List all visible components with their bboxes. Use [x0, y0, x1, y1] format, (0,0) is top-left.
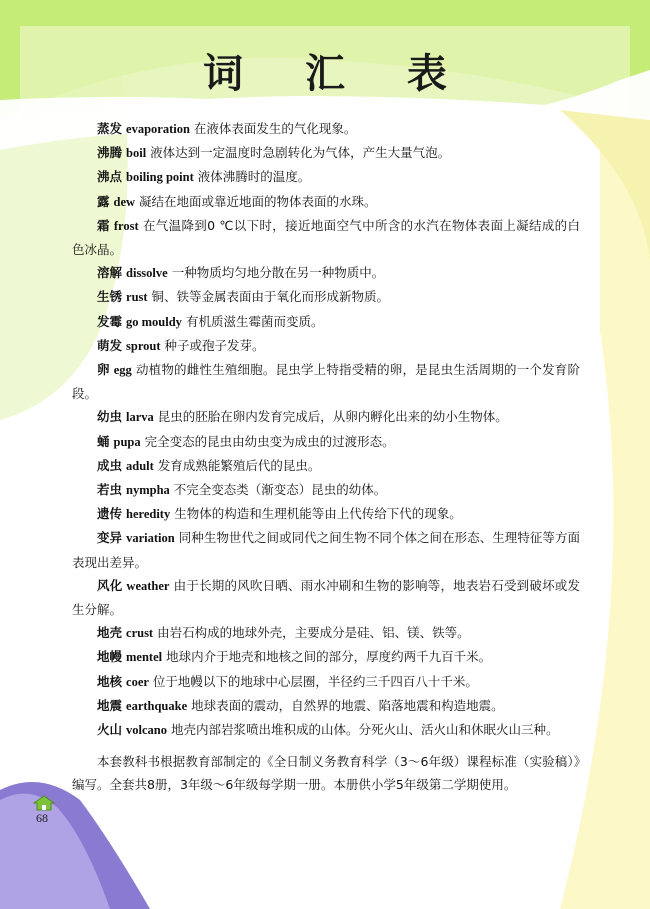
- term-english: crust: [126, 626, 154, 641]
- term-chinese: 地核: [97, 673, 123, 689]
- glossary-entry: [72, 478, 580, 502]
- term-chinese: 地震: [97, 697, 123, 713]
- term-definition: 昆虫的胚胎在卵内发育完成后，从卵内孵化出来的幼小生物体。: [157, 409, 508, 425]
- glossary-entry: [72, 334, 580, 358]
- glossary-entry: [72, 358, 580, 405]
- term-chinese: 地壳: [97, 625, 123, 641]
- glossary-entry: [72, 285, 580, 309]
- term-english: weather: [126, 578, 170, 593]
- term-english: volcano: [126, 723, 167, 738]
- term-english: dew: [113, 194, 136, 209]
- term-chinese: 遗传: [97, 506, 123, 522]
- home-icon: [33, 795, 55, 811]
- page-number: 68: [36, 811, 48, 825]
- term-chinese: 萌发: [97, 337, 123, 353]
- term-chinese: 成虫: [97, 457, 123, 473]
- glossary-entry: [72, 621, 580, 645]
- term-definition: 在液体表面发生的气化现象。: [193, 121, 357, 136]
- glossary-entry: [72, 310, 580, 334]
- term-definition: 位于地幔以下的地球中心层圈，半径约三千四百八十千米。: [152, 673, 478, 689]
- glossary-entry: [72, 430, 580, 454]
- term-definition: 一种物质均匀地分散在另一种物质中。: [171, 265, 385, 281]
- term-chinese: 沸点: [97, 169, 123, 185]
- term-definition: 不完全变态类（渐变态）昆虫的幼体。: [173, 482, 387, 498]
- term-chinese: 蛹: [97, 433, 110, 449]
- term-english: frost: [113, 218, 139, 233]
- textbook-note: 本套教科书根据教育部制定的《全日制义务教育科学（3～6年级）课程标准（实验稿）》编写。全套共8册，3年级～6年级每学期一册。本册供小学5年级第二学期使用。: [72, 754, 580, 793]
- term-definition: 由于长期的风吹日晒、雨水冲刷和生物的影响等，地表岩石受到破坏或发生分解。: [72, 577, 580, 618]
- term-english: adult: [126, 458, 154, 473]
- term-english: dissolve: [126, 266, 168, 281]
- glossary-entry: [72, 718, 580, 742]
- term-english: pupa: [113, 434, 141, 449]
- glossary-entry: [72, 117, 580, 141]
- term-chinese: 沸腾: [97, 145, 123, 161]
- term-definition: 种子或孢子发芽。: [164, 337, 265, 353]
- term-chinese: 卵: [97, 362, 110, 378]
- term-definition: 在气温降到0 ℃以下时，接近地面空气中所含的水汽在物体表面上凝结成的白色冰晶。: [72, 217, 580, 258]
- term-english: mentel: [126, 650, 163, 665]
- glossary-entry: [72, 454, 580, 478]
- glossary-entry: [72, 165, 580, 189]
- glossary-entry: [72, 502, 580, 526]
- term-english: earthquake: [126, 698, 188, 713]
- glossary-entry: [72, 405, 580, 429]
- term-definition: 由岩石构成的地球外壳，主要成分是硅、铝、镁、铁等。: [157, 625, 470, 641]
- glossary-entry: [72, 645, 580, 669]
- term-definition: 动植物的雌性生殖细胞。昆虫学上特指受精的卵，是昆虫生活周期的一个发育阶段。: [72, 362, 580, 402]
- glossary-entry: [72, 574, 580, 621]
- term-chinese: 霜: [97, 217, 110, 233]
- term-chinese: 风化: [97, 577, 123, 593]
- term-english: rust: [126, 290, 148, 305]
- term-english: boil: [126, 146, 147, 161]
- term-definition: 铜、铁等金属表面由于氧化而形成新物质。: [151, 289, 390, 305]
- term-english: variation: [126, 531, 175, 546]
- term-chinese: 溶解: [97, 265, 123, 281]
- term-definition: 完全变态的昆虫由幼虫变为成虫的过渡形态。: [144, 433, 395, 449]
- glossary-entry: [72, 141, 580, 165]
- term-chinese: 发霉: [97, 313, 123, 329]
- glossary-entry: [72, 526, 580, 573]
- glossary-entry: [72, 214, 580, 261]
- term-chinese: 若虫: [97, 482, 123, 498]
- term-definition: 有机质滋生霉菌而变质。: [185, 313, 324, 329]
- term-chinese: 幼虫: [97, 409, 123, 425]
- term-english: egg: [113, 363, 132, 378]
- term-definition: 同种生物世代之间或同代之间生物不同个体之间在形态、生理特征等方面表现出差异。: [72, 530, 580, 570]
- term-definition: 液体达到一定温度时急剧转化为气体，产生大量气泡。: [150, 145, 451, 161]
- term-definition: 地球表面的震动，自然界的地震、陷落地震和构造地震。: [191, 697, 504, 713]
- term-english: larva: [126, 410, 154, 425]
- term-english: heredity: [126, 507, 171, 522]
- term-english: go mouldy: [126, 314, 182, 329]
- term-english: sprout: [126, 338, 161, 353]
- term-definition: 地壳内部岩浆喷出堆积成的山体。分死火山、活火山和休眠火山三种。: [171, 722, 559, 738]
- glossary-list: [72, 117, 580, 797]
- term-definition: 生物体的构造和生理机能等由上代传给下代的现象。: [174, 506, 462, 522]
- term-chinese: 生锈: [97, 289, 123, 305]
- term-english: nympha: [126, 483, 170, 498]
- glossary-entry: [72, 694, 580, 718]
- glossary-entry: [72, 190, 580, 214]
- term-definition: 发育成熟能繁殖后代的昆虫。: [157, 457, 321, 473]
- page-title: 词 汇 表: [203, 51, 471, 97]
- term-chinese: 地幔: [97, 649, 123, 665]
- glossary-entry: [72, 670, 580, 694]
- glossary-entry: [72, 261, 580, 285]
- term-chinese: 露: [97, 193, 110, 209]
- term-english: evaporation: [126, 122, 190, 136]
- term-chinese: 变异: [97, 530, 123, 546]
- term-definition: 地球内介于地壳和地核之间的部分，厚度约两千九百千米。: [166, 649, 492, 665]
- term-definition: 凝结在地面或靠近地面的物体表面的水珠。: [139, 193, 377, 209]
- term-english: boiling point: [126, 170, 194, 185]
- term-chinese: 蒸发: [97, 121, 123, 136]
- term-english: coer: [126, 674, 149, 689]
- term-definition: 液体沸腾时的温度。: [197, 169, 311, 185]
- term-chinese: 火山: [97, 722, 123, 738]
